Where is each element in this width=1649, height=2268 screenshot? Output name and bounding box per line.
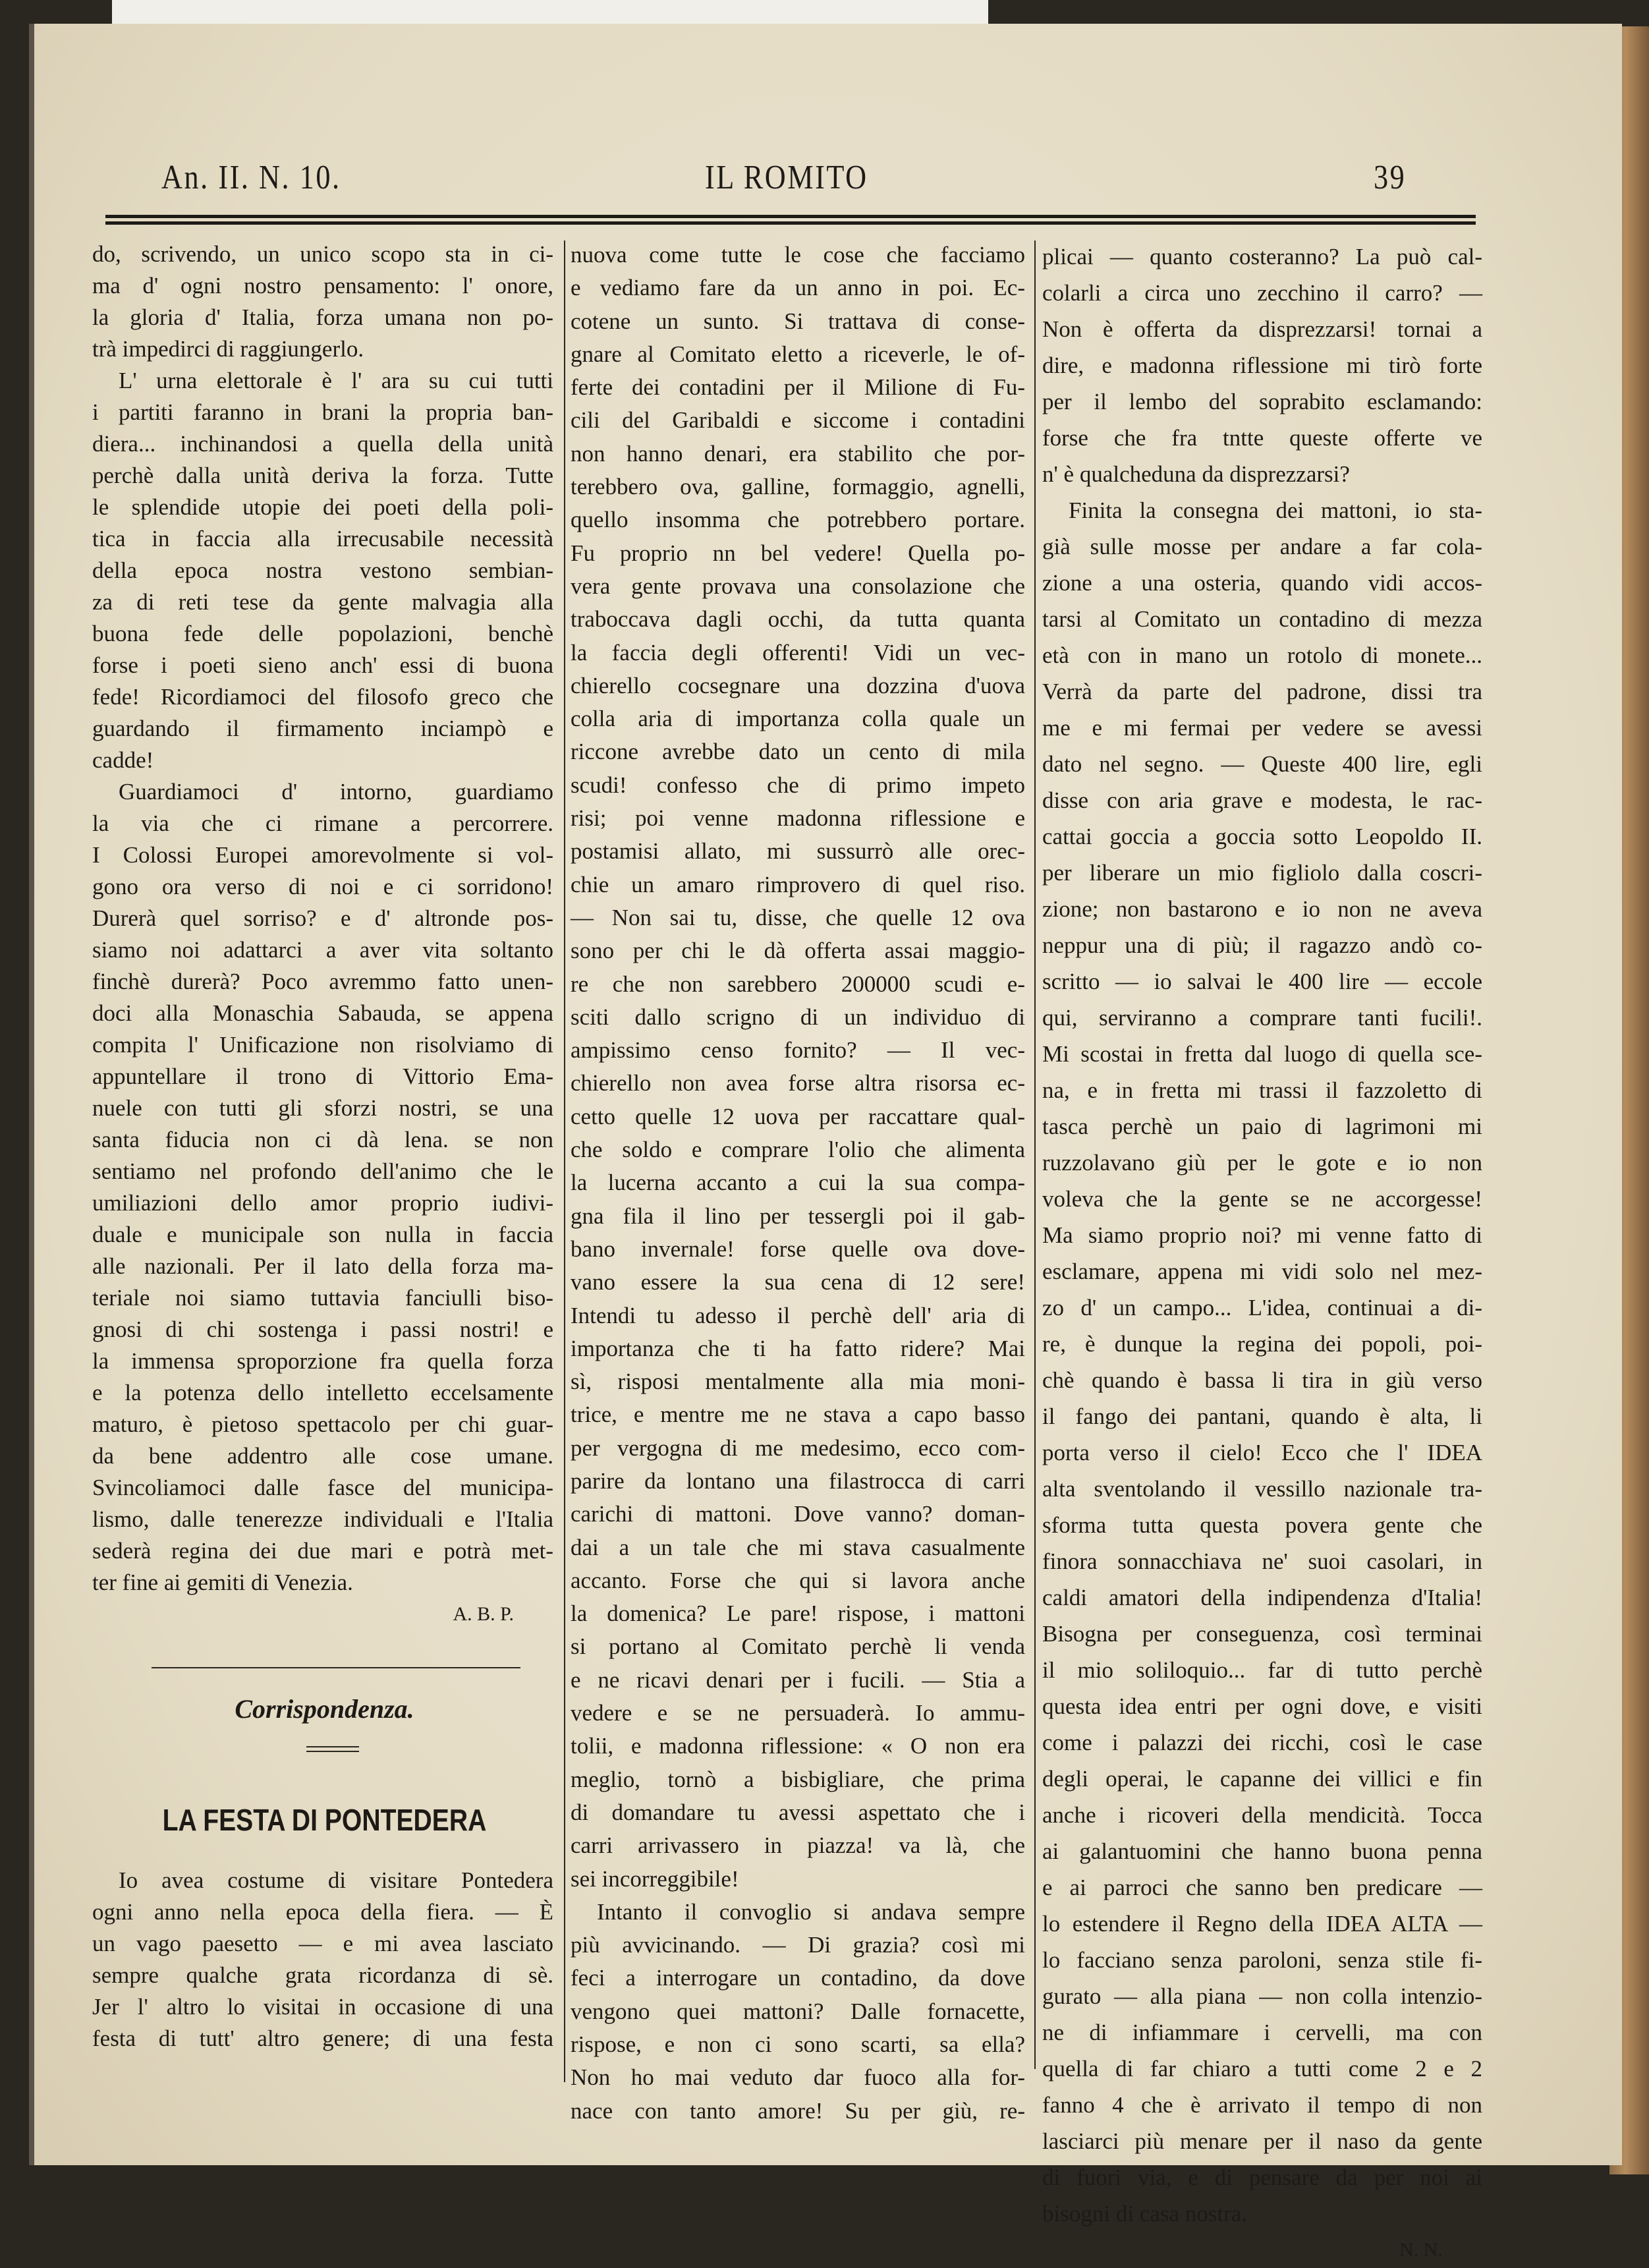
text-line: parire da lontano una filastrocca di carri	[571, 1467, 1025, 1494]
header-double-rule	[105, 215, 1476, 225]
text-line: perchè dalla unità deriva la forza. Tutte	[92, 463, 553, 488]
text-line: il fango dei pantani, quando è alta, li	[1042, 1403, 1482, 1429]
text-line: chè quando è bassa li tira in giù verso	[1042, 1367, 1482, 1393]
text-line: tica in faccia alla irrecusabile necessità	[92, 526, 553, 552]
text-line: vano essere la sua cena di 12 sere!	[571, 1269, 1025, 1295]
text-line: guardando il firmamento inciampò e	[92, 716, 553, 741]
text-line: do, scrivendo, un unico scopo sta in ci-	[92, 241, 553, 267]
text-line: — Non sai tu, disse, che quelle 12 ova	[571, 904, 1025, 930]
text-line: A. B. P.	[453, 1603, 514, 1625]
article-body	[92, 1865, 553, 2055]
text-line: di domandare tu avessi aspettato che i	[571, 1799, 1025, 1825]
text-line: voleva che la gente se ne accorgesse!	[1042, 1186, 1482, 1212]
text-line: vera gente provava una consolazione che	[571, 573, 1025, 599]
text-line: quella di far chiaro a tutti come 2 e 2	[1042, 2056, 1482, 2082]
text-line: Ma siamo proprio noi? mi venne fatto di	[1042, 1222, 1482, 1248]
text-line: lo estendere il Regno della IDEA ALTA —	[1042, 1911, 1482, 1937]
text-line: anche i ricoveri della mendicità. Tocca	[1042, 1802, 1482, 1828]
text-line: sciti dallo scrigno di un individuo di	[571, 1004, 1025, 1030]
column-divider	[564, 241, 565, 2082]
text-line: qui, serviranno a comprare tanti fucili!.	[1042, 1005, 1482, 1031]
text-line: la gloria d' Italia, forza umana non po-	[92, 304, 553, 330]
text-line: forse che fra tntte queste offerte ve	[1042, 425, 1482, 451]
text-line: gna fila il lino per tessergli poi il gab-	[571, 1203, 1025, 1229]
text-line: non hanno denari, era stabilito che por-	[571, 440, 1025, 467]
text-line: nuova come tutte le cose che facciamo	[571, 242, 1025, 268]
text-line: tasca perchè un paio di lagrimoni mi	[1042, 1114, 1482, 1139]
text-line: e ne ricavi denari per i fucili. — Stia a	[571, 1666, 1025, 1693]
text-line: lismo, dalle tenerezze individuali e l'Italia	[92, 1506, 553, 1532]
text-line: da bene addentro alle cose umane.	[92, 1443, 553, 1469]
text-line: importanza che ti ha fatto ridere? Mai	[571, 1335, 1025, 1361]
text-line: chie un amaro rimprovero di quel riso.	[571, 871, 1025, 897]
ornament-rule	[306, 1746, 359, 1752]
text-line: questa idea entri per ogni dove, e visiti	[1042, 1693, 1482, 1719]
text-line: compita l' Unificazione non risolviamo di	[92, 1032, 553, 1058]
column-1	[92, 239, 553, 1630]
text-line: porta verso il cielo! Ecco che l' IDEA	[1042, 1440, 1482, 1465]
text-line: alta sventolando il vessillo nazionale tra-	[1042, 1476, 1482, 1502]
text-line: Bisogna per conseguenza, così terminai	[1042, 1621, 1482, 1647]
text-line: la via che ci rimane a percorrere.	[92, 810, 553, 836]
text-line: diera... inchinandosi a quella della unità	[92, 431, 553, 457]
section-label: Corrispondenza.	[235, 1694, 414, 1724]
text-line: cetto quelle 12 uova per raccattare qual-	[571, 1103, 1025, 1129]
text-line: i partiti faranno in brani la propria ban-	[92, 399, 553, 425]
text-line: carichi di mattoni. Dove vanno? doman-	[571, 1501, 1025, 1527]
text-line: sì, risposi mentalmente alla mia moni-	[571, 1369, 1025, 1395]
text-line: di fuori via, e di pensare da per noi ai	[1042, 2165, 1482, 2190]
text-line: ai galantuomini che hanno buona penna	[1042, 1838, 1482, 1864]
text-line: gono ora verso di noi e ci sorridono!	[92, 874, 553, 899]
text-line: Guardiamoci d' intorno, guardiamo	[119, 779, 553, 805]
text-line: alle nazionali. Per il lato della forza ma-	[92, 1253, 553, 1279]
text-line: trice, e mentre me ne stava a capo basso	[571, 1402, 1025, 1428]
text-line: chierello non avea forse altra risorsa ec-	[571, 1070, 1025, 1096]
text-line: sforma tutta questa povera gente che	[1042, 1512, 1482, 1538]
text-line: dato nel segno. — Queste 400 lire, egli	[1042, 751, 1482, 777]
text-line: ferte dei contadini per il Milione di Fu-	[571, 374, 1025, 401]
text-line: Verrà da parte del padrone, dissi tra	[1042, 679, 1482, 704]
text-line: re che non sarebbero 200000 scudi e-	[571, 971, 1025, 997]
text-line: doci alla Monaschia Sabauda, se appena	[92, 1000, 553, 1026]
text-line: quello insomma che potrebbero portare.	[571, 507, 1025, 533]
text-line: fede! Ricordiamoci del filosofo greco che	[92, 684, 553, 710]
text-line: che soldo e comprare l'olio che alimenta	[571, 1137, 1025, 1163]
column-divider	[1034, 241, 1036, 2069]
text-line: Intendi tu adesso il perchè dell' aria di	[571, 1302, 1025, 1328]
text-line: gurato — alla piana — non colla intenzio-	[1042, 1983, 1482, 2009]
text-line: forse i poeti sieno anch' essi di buona	[92, 652, 553, 678]
text-line: cotene un sunto. Si trattava di conse-	[571, 308, 1025, 334]
text-line: traboccava dagli occhi, da tutta quanta	[571, 606, 1025, 633]
text-line: maturo, è pietoso spettacolo per chi guar-	[92, 1411, 553, 1437]
text-line: colarli a circa uno zecchino il carro? —	[1042, 280, 1482, 306]
text-line: neppur una di più; il ragazzo andò co-	[1042, 932, 1482, 958]
text-line: il mio soliloquio... far di tutto perchè	[1042, 1657, 1482, 1683]
text-line: cattai goccia a goccia sotto Leopoldo II.	[1042, 824, 1482, 849]
text-line: za di reti tese da gente malvagia alla	[92, 589, 553, 615]
text-line: bano invernale! forse quelle ova dove-	[571, 1235, 1025, 1262]
text-line: L' urna elettorale è l' ara su cui tutti	[119, 368, 553, 393]
text-line: ter fine ai gemiti di Venezia.	[92, 1570, 353, 1595]
text-line: meglio, tornò a bisbigliare, che prima	[571, 1766, 1025, 1792]
text-line: cili del Garibaldi e siccome i contadini	[571, 407, 1025, 434]
text-line: gnare al Comitato eletto a riceverle, le of-	[571, 341, 1025, 367]
text-line: trà impedirci di raggiungerlo.	[92, 336, 364, 362]
text-line: tolii, e madonna riflessione: « O non era	[571, 1733, 1025, 1759]
text-line: teriale noi siamo tuttavia fanciulli biso-	[92, 1285, 553, 1311]
text-line: gnosi di chi sostenga i passi nostri! e	[92, 1317, 553, 1342]
text-line: ma d' ogni nostro pensamento: l' onore,	[92, 273, 553, 298]
text-line: postamisi allato, mi sussurrò alle orec-	[571, 838, 1025, 865]
text-line: si portano al Comitato perchè li venda	[571, 1633, 1025, 1660]
article-title: LA FESTA DI PONTEDERA	[162, 1803, 487, 1837]
text-line: risi; poi venne madonna riflessione e	[571, 805, 1025, 832]
text-line: siamo noi adattarci a aver vita soltanto	[92, 937, 553, 963]
text-line: duale e municipale son nulla in faccia	[92, 1222, 553, 1247]
text-line: la domenica? Le pare! rispose, i mattoni	[571, 1601, 1025, 1627]
text-line: per vergogna di me medesimo, ecco com-	[571, 1434, 1025, 1461]
text-line: ogni anno nella epoca della fiera. — È	[92, 1899, 553, 1925]
text-line: carri arrivassero in piazza! va là, che	[571, 1832, 1025, 1859]
text-line: caldi amatori della indipendenza d'Italia!	[1042, 1585, 1482, 1610]
text-line: dire, e madonna riflessione mi tirò forte	[1042, 353, 1482, 378]
text-line: re, è dunque la regina dei popoli, poi-	[1042, 1331, 1482, 1357]
text-line: accanto. Forse che qui si lavora anche	[571, 1567, 1025, 1593]
column-3	[1042, 239, 1482, 2268]
text-line: ne di infiammare i cervelli, ma con	[1042, 2020, 1482, 2045]
text-line: e ai parroci che sanno ben predicare —	[1042, 1875, 1482, 1900]
text-line: Fu proprio nn bel vedere! Quella po-	[571, 540, 1025, 566]
text-line: umiliazioni dello amor proprio iudivi-	[92, 1190, 553, 1216]
text-line: N. N.	[1399, 2239, 1443, 2261]
text-line: vengono quei mattoni? Dalle fornacette,	[571, 1998, 1025, 2024]
text-line: n' è qualcheduna da disprezzarsi?	[1042, 461, 1350, 487]
text-line: terebbero ova, galline, formaggio, agnelli,	[571, 474, 1025, 500]
text-line: sono per chi le dà offerta assai maggio-	[571, 938, 1025, 964]
text-line: festa di tutt' altro genere; di una festa	[92, 2026, 553, 2051]
issue-number: An. II. N. 10.	[161, 159, 341, 196]
text-line: Finita la consegna dei mattoni, io sta-	[1069, 497, 1482, 523]
text-line: già sulle mosse per andare a far cola-	[1042, 534, 1482, 559]
text-line: santa fiducia non ci dà lena. se non	[92, 1127, 553, 1152]
text-line: per il lembo del soprabito esclamando:	[1042, 389, 1482, 414]
text-line: finchè durerà? Poco avremmo fatto unen-	[92, 969, 553, 994]
text-line: na, e in fretta mi trassi il fazzoletto di	[1042, 1077, 1482, 1103]
text-line: Non è offerta da disprezzarsi! tornai a	[1042, 316, 1482, 342]
text-line: lo facciano senza paroloni, senza stile fi-	[1042, 1947, 1482, 1973]
text-line: colla aria di importanza colla quale un	[571, 706, 1025, 732]
text-line: feci a interrogare un contadino, da dove	[571, 1965, 1025, 1991]
text-line: scritto — io salvai le 400 lire — eccole	[1042, 969, 1482, 994]
text-line: zo d' un campo... L'idea, continuai a di-	[1042, 1295, 1482, 1320]
text-line: me e mi fermai per vedere se avessi	[1042, 715, 1482, 741]
text-line: Io avea costume di visitare Pontedera	[119, 1867, 553, 1893]
text-line: nuele con tutti gli sforzi nostri, se una	[92, 1095, 553, 1121]
text-line: sentiamo nel profondo dell'animo che le	[92, 1158, 553, 1184]
text-line: e vediamo fare da un anno in poi. Ec-	[571, 275, 1025, 301]
text-line: sempre qualche grata ricordanza di sè.	[92, 1962, 553, 1988]
column-2	[571, 239, 1025, 2128]
text-line: ampissimo censo fornito? — Il vec-	[571, 1037, 1025, 1063]
text-line: plicai — quanto costeranno? La può cal-	[1042, 244, 1482, 269]
text-line: Non ho mai veduto dar fuoco alla for-	[571, 2064, 1025, 2091]
text-line: le splendide utopie dei poeti della poli-	[92, 494, 553, 520]
text-line: come i palazzi dei ricchi, così le case	[1042, 1730, 1482, 1755]
text-line: e la potenza dello intelletto eccelsamente	[92, 1380, 553, 1405]
text-line: vedere e se ne persuaderà. Io ammu-	[571, 1700, 1025, 1726]
page-number: 39	[1374, 159, 1407, 196]
text-line: esclamare, appena mi vidi solo nel mez-	[1042, 1259, 1482, 1284]
text-line: bisogni di casa nostra.	[1042, 2201, 1248, 2226]
text-line: sederà regina dei due mari e potrà met-	[92, 1538, 553, 1564]
text-line: un vago paesetto — e mi avea lasciato	[92, 1931, 553, 1956]
text-line: zione a una osteria, quando vidi accos-	[1042, 570, 1482, 596]
text-line: della epoca nostra vestono sembian-	[92, 557, 553, 583]
text-line: sei incorreggibile!	[571, 1865, 739, 1892]
text-line: nace con tanto amore! Su per giù, re-	[571, 2097, 1025, 2124]
text-line: zione; non bastarono e io non ne aveva	[1042, 896, 1482, 922]
text-line: cadde!	[92, 747, 154, 773]
text-line: riccone avrebbe dato un cento di mila	[571, 739, 1025, 765]
text-line: età con in mano un rotolo di monete...	[1042, 642, 1482, 668]
text-line: la lucerna accanto a cui la sua compa-	[571, 1170, 1025, 1196]
text-line: lasciarci più menare per il naso da gente	[1042, 2128, 1482, 2154]
text-line: buona fede delle popolazioni, benchè	[92, 621, 553, 646]
text-line: Durerà quel sorriso? e d' altronde pos-	[92, 905, 553, 931]
text-line: Intanto il convoglio si andava sempre	[597, 1898, 1025, 1925]
text-line: I Colossi Europei amorevolmente si vol-	[92, 842, 553, 868]
text-line: chierello cocsegnare una dozzina d'uova	[571, 672, 1025, 698]
text-line: per liberare un mio figliolo dalla coscri-	[1042, 860, 1482, 886]
overlapping-sheet	[112, 0, 988, 24]
text-line: dai a un tale che mi stava casualmente	[571, 1534, 1025, 1560]
text-line: scudi! confesso che di primo impeto	[571, 772, 1025, 798]
text-line: Jer l' altro lo visitai in occasione di una	[92, 1994, 553, 2020]
text-line: degli operai, le capanne dei villici e fin	[1042, 1766, 1482, 1792]
text-line: la faccia degli offerenti! Vidi un vec-	[571, 639, 1025, 666]
text-line: più avvicinando. — Di grazia? così mi	[571, 1932, 1025, 1958]
text-line: ruzzolavano giù per le gote e io non	[1042, 1150, 1482, 1176]
text-line: rispose, e non ci sono scarti, sa ella?	[571, 2031, 1025, 2058]
text-line: appuntellare il trono di Vittorio Ema-	[92, 1063, 553, 1089]
text-line: tarsi al Comitato un contadino di mezza	[1042, 606, 1482, 632]
text-line: Mi scostai in fretta dal luogo di quella sce-	[1042, 1041, 1482, 1067]
text-line: disse con aria grave e modesta, le rac-	[1042, 787, 1482, 813]
text-line: la immensa sproporzione fra quella forza	[92, 1348, 553, 1374]
text-line: fanno 4 che è arrivato il tempo di non	[1042, 2092, 1482, 2118]
text-line: finora sonnacchiava ne' suoi casolari, in	[1042, 1548, 1482, 1574]
masthead-title: IL ROMITO	[705, 159, 868, 196]
text-line: Svincoliamoci dalle fasce del municipa-	[92, 1475, 553, 1500]
section-rule	[152, 1667, 520, 1668]
